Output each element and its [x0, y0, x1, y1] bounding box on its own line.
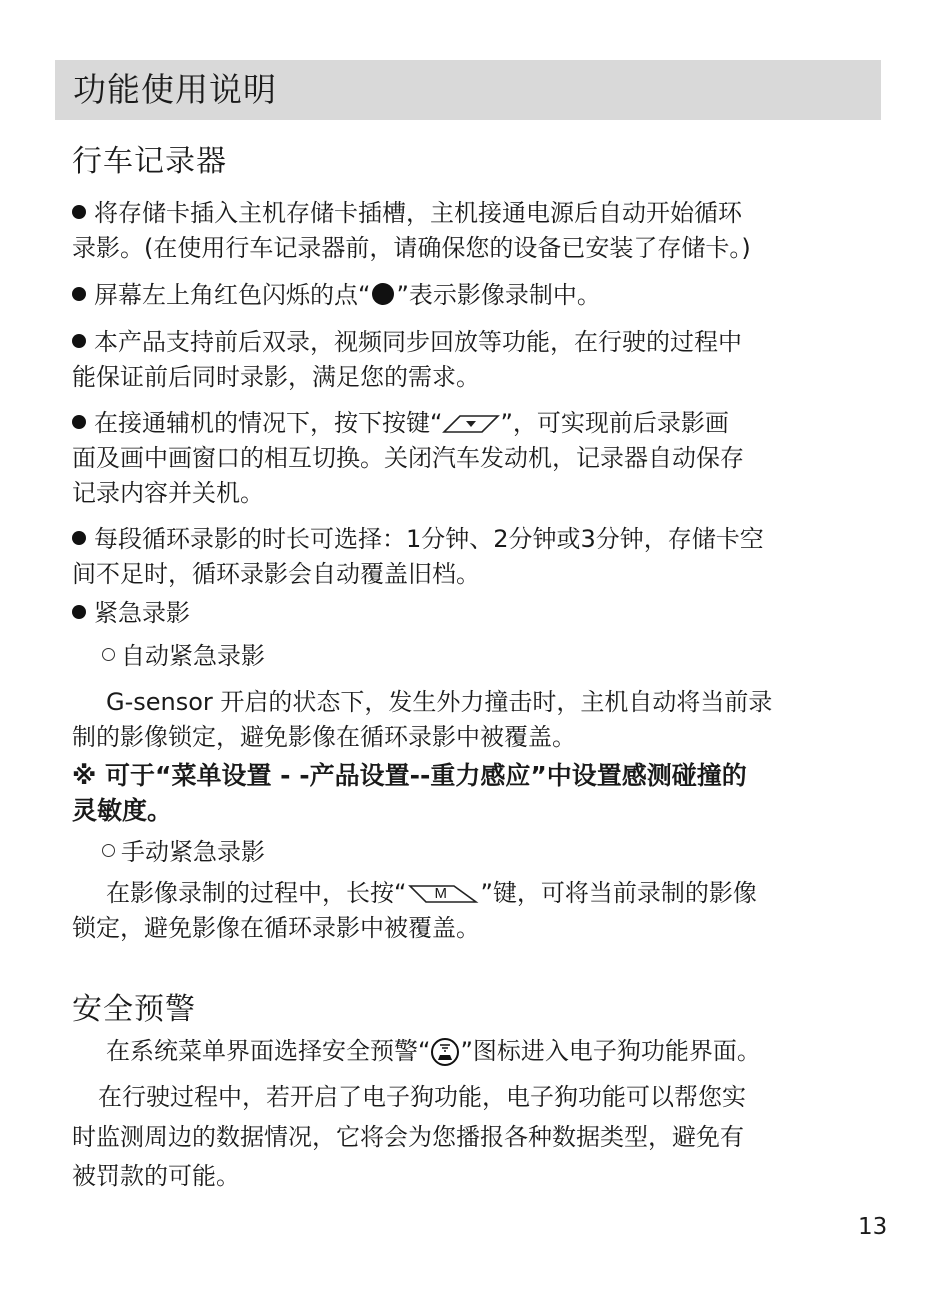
header-bar	[55, 60, 881, 120]
bullet-item-2: 屏幕左上角红色闪烁的点“ ”表示影像录制中。	[72, 278, 872, 313]
bullet-item-3: 本产品支持前后双录，视频同步回放等功能，在行驶的过程中 能保证前后同时录影，满足您的需求。	[72, 328, 742, 391]
circle-icon	[102, 648, 115, 661]
bullet-icon	[72, 205, 86, 219]
bullet-item-4: 在接通辅机的情况下，按下按键“ ”，可实现前后录影画 面及画中画窗口的相互切换。关闭汽车发动机，记录器自动保存 记录内容并关机。	[72, 409, 744, 507]
paragraph-auto-emergency: G-sensor 开启的状态下，发生外力撞击时，主机自动将当前录 制的影像锁定，避免影像在循环录影中被覆盖。	[72, 688, 773, 751]
note-sensitivity: ※ 可于“菜单设置 - -产品设置--重力感应”中设置感测碰撞的 灵敏度。	[72, 761, 747, 825]
bullet-icon	[72, 531, 86, 545]
sub-item-manual-emergency: 手动紧急录影	[72, 835, 902, 870]
paragraph-manual-emergency: 在影像录制的过程中，长按“ M ”键，可将当前录制的影像 锁定，避免影像在循环录影中被覆盖。	[72, 879, 757, 942]
m-key-icon: M	[406, 882, 480, 906]
bullet-item-6: 紧急录影	[72, 596, 872, 631]
page-number: 13	[858, 1214, 888, 1240]
page-title: 功能使用说明	[73, 70, 277, 109]
bullet-item-5: 每段循环录影的时长可选择：1分钟、2分钟或3分钟，存储卡空 间不足时，循环录影会自动覆盖旧档。	[72, 525, 764, 588]
bullet-icon	[72, 287, 86, 301]
paragraph-safety-2: 在行驶过程中，若开启了电子狗功能，电子狗功能可以帮您实 时监测周边的数据情况，它将会为您播报各种数据类型，避免有 被罚款的可能。	[72, 1083, 746, 1190]
radar-warning-icon	[430, 1037, 460, 1067]
paragraph-safety-1: 在系统菜单界面选择安全预警“ ”图标进入电子狗功能界面。	[106, 1037, 761, 1065]
bullet-icon	[72, 334, 86, 348]
record-dot-icon	[372, 283, 394, 305]
circle-icon	[102, 844, 115, 857]
section-title-recorder: 行车记录器	[72, 144, 227, 179]
bullet-icon	[72, 415, 86, 429]
section-title-safety: 安全预警	[72, 992, 196, 1027]
bullet-item-1: 将存储卡插入主机存储卡插槽，主机接通电源后自动开始循环 录影。(在使用行车记录器前，请确保您的设备已安装了存储卡。)	[72, 199, 751, 262]
sub-item-auto-emergency: 自动紧急录影	[72, 639, 902, 674]
bullet-icon	[72, 605, 86, 619]
down-key-icon	[442, 412, 500, 436]
